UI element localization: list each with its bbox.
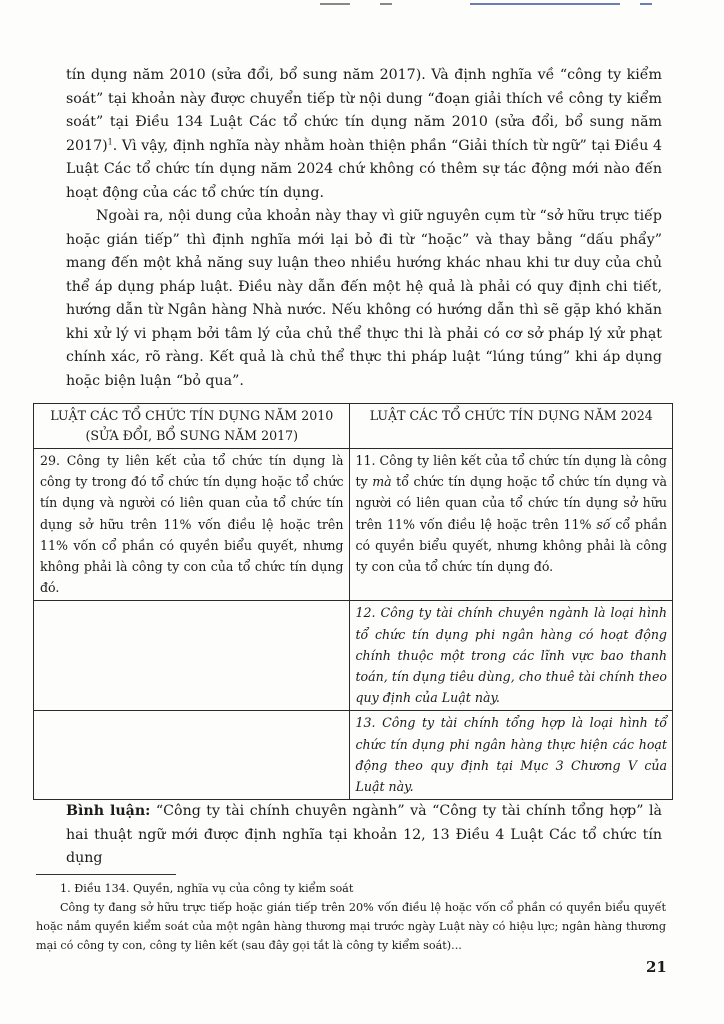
footnotes xyxy=(36,879,666,955)
comparison-table xyxy=(33,403,673,800)
footnote-ref[interactable]: 1 xyxy=(107,136,113,146)
table-row xyxy=(34,601,673,711)
header-old-law: LUẬT CÁC TỔ CHỨC TÍN DỤNG NĂM 2010 (SỬA ĐỔI, BỔ SUNG NĂM 2017) xyxy=(34,404,350,449)
commentary-label: Bình luận: xyxy=(66,803,151,820)
cell-new-11: 11. Công ty liên kết của tổ chức tín dụng là công ty mà tổ chức tín dụng hoặc tổ chức tín dụng và người có liên quan của tổ chức tín dụng sở hữu trên 11% vốn điều lệ hoặc trên 11% số cổ phần có quyền biểu quyết, nhưng không phải là công ty con của tổ chức tín dụng đó. xyxy=(349,449,673,601)
paragraph-2: Ngoài ra, nội dung của khoản này thay vì giữ nguyên cụm từ “sở hữu trực tiếp hoặc gián tiếp” thì định nghĩa mới lại bỏ đi từ “hoặc” và thay bằng “dấu phẩy” mang đến một khả năng suy luận theo nhiều hướng khác nhau khi tư duy của chủ thể áp dụng pháp luật. Điều này dẫn đến một hệ quả là phải có quy định chi tiết, hướng dẫn từ Ngân hàng Nhà nước. Nếu không có hướng dẫn thì sẽ gặp khó khăn khi xử lý vi phạm bởi tâm lý của chủ thể thực thi là phải có cơ sở pháp lý xử phạt chính xác, rõ ràng. Kết quả là chủ thể thực thi pháp luật “lúng túng” khi áp dụng hoặc biện luận “bỏ qua”. xyxy=(66,208,662,389)
footnote-divider xyxy=(36,874,176,875)
page-content xyxy=(40,64,667,871)
footnote-heading: 1. Điều 134. Quyền, nghĩa vụ của công ty kiểm soát xyxy=(60,882,354,895)
header-new-law: LUẬT CÁC TỔ CHỨC TÍN DỤNG NĂM 2024 xyxy=(349,404,673,449)
cell-old-empty xyxy=(34,601,350,711)
commentary-paragraph: Bình luận: “Công ty tài chính chuyên ngành” và “Công ty tài chính tổng hợp” là hai thuật ngữ mới được định nghĩa tại khoản 12, 13 Điều 4 Luật Các tổ chức tín dụng xyxy=(66,803,662,867)
paragraph-1: tín dụng năm 2010 (sửa đổi, bổ sung năm 2017). Và định nghĩa về “công ty kiểm soát” tại khoản này được chuyển tiếp từ nội dung “đoạn giải thích về công ty kiểm soát” tại Điều 134 Luật Các tổ chức tín dụng năm 2010 (sửa đổi, bổ sung năm 2017)$^1$. Vì vậy, định nghĩa này nhằm hoàn thiện phần “Giải thích từ ngữ” tại Điều 4 Luật Các tổ chức tín dụng năm 2024 chứ không có thêm sự tác động mới nào đến hoạt động của các tổ chức tín dụng. xyxy=(66,67,662,201)
cell-new-12: 12. Công ty tài chính chuyên ngành là loại hình tổ chức tín dụng phi ngân hàng có hoạt động chính thuộc một trong các lĩnh vực bao thanh toán, tín dụng tiêu dùng, cho thuê tài chính theo quy định của Luật này. xyxy=(349,601,673,711)
table-row xyxy=(34,449,673,601)
cell-new-13: 13. Công ty tài chính tổng hợp là loại hình tổ chức tín dụng phi ngân hàng thực hiện các hoạt động theo quy định tại Mục 3 Chương V của Luật này. xyxy=(349,711,673,800)
table-row xyxy=(34,711,673,800)
scan-artifacts xyxy=(0,0,724,12)
footnote-body: Công ty đang sở hữu trực tiếp hoặc gián tiếp trên 20% vốn điều lệ hoặc vốn cổ phần có quyền biểu quyết hoặc nắm quyền kiểm soát của một ngân hàng thương mại trước ngày Luật này có hiệu lực; ngân hàng thương mại có công ty con, công ty liên kết (sau đây gọi tắt là công ty kiểm soát)... xyxy=(36,901,666,952)
page-number: 21 xyxy=(646,958,667,976)
cell-old-empty xyxy=(34,711,350,800)
table-header-row xyxy=(34,404,673,449)
cell-old-29: 29. Công ty liên kết của tổ chức tín dụng là công ty trong đó tổ chức tín dụng hoặc tổ chức tín dụng và người có liên quan của tổ chức tín dụng sở hữu trên 11% vốn điều lệ hoặc trên 11% vốn cổ phần có quyền biểu quyết, nhưng không phải là công ty con của tổ chức tín dụng đó. xyxy=(34,449,350,601)
